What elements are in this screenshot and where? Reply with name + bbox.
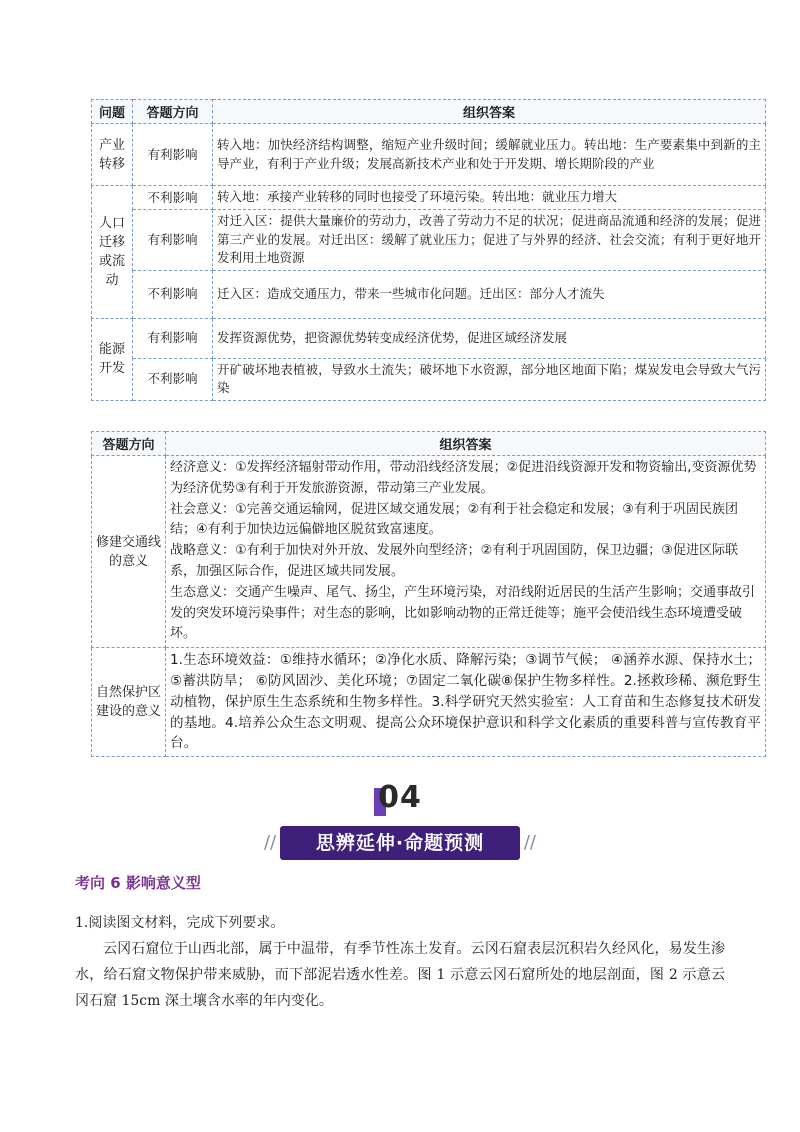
table-row <box>92 210 766 271</box>
direction-cell: 不利影响 <box>133 358 213 400</box>
table-row <box>92 318 766 358</box>
table-row <box>92 186 766 210</box>
table-row <box>92 124 766 186</box>
answer-table-2 <box>91 431 766 757</box>
header-topic: 问题 <box>92 100 133 124</box>
slash-decoration-right: // <box>523 832 536 853</box>
section-heading: 考向 6 影响意义型 <box>75 874 201 892</box>
header-answer: 组织答案 <box>213 100 766 124</box>
direction-cell: 有利影响 <box>133 318 213 358</box>
direction-cell: 不利影响 <box>133 186 213 210</box>
answer-cell: 开矿破坏地表植被，导致水土流失；破坏地下水资源，部分地区地面下陷；煤炭发电会导致大气污染 <box>213 358 766 400</box>
direction-cell: 自然保护区建设的意义 <box>92 648 166 757</box>
topic-cell: 能源开发 <box>92 318 133 400</box>
table-row <box>92 456 766 648</box>
topic-cell: 产业转移 <box>92 124 133 186</box>
topic-cell: 人口迁移或流动 <box>92 186 133 319</box>
answer-paragraph: 生态意义：交通产生噪声、尾气、扬尘，产生环境污染，对沿线附近居民的生活产生影响；交通事故引发的突发环境污染事件；对生态的影响，比如影响动物的正常迁徙等；施平会使沿线生态环境遭受破坏。 <box>170 584 756 642</box>
header-direction: 答题方向 <box>133 100 213 124</box>
answer-cell: 转入地：承接产业转移的同时也接受了环境污染。转出地：就业压力增大 <box>213 186 766 210</box>
material-paragraph: 云冈石窟位于山西北部，属于中温带，有季节性冻土发育。云冈石窟表层沉积岩久经风化，易发生渗水，给石窟文物保护带来威胁，而下部泥岩透水性差。图 1 示意云冈石窟所处的地层剖面，图 2 示意云冈石窟 15cm 深土壤含水率的年内变化。 <box>75 941 725 1009</box>
slash-decoration-left: // <box>264 832 277 853</box>
answer-cell: 发挥资源优势，把资源优势转变成经济优势，促进区域经济发展 <box>213 318 766 358</box>
table-row <box>92 270 766 318</box>
table-row <box>92 648 766 757</box>
direction-cell: 修建交通线的意义 <box>92 456 166 648</box>
header-answer: 组织答案 <box>166 432 766 456</box>
question-prompt: 1.阅读图文材料，完成下列要求。 <box>75 915 285 931</box>
banner-title: 思辨延伸·命题预测 <box>315 832 485 854</box>
banner-number: 04 <box>378 780 422 815</box>
answer-table-1 <box>91 99 766 401</box>
answer-paragraph: 经济意义：①发挥经济辐射带动作用，带动沿线经济发展；②促进沿线资源开发和物资输出,变资源优势为经济优势③有利于开发旅游资源，带动第三产业发展。 <box>170 460 757 496</box>
answer-cell: 对迁入区：提供大量廉价的劳动力，改善了劳动力不足的状况；促进商品流通和经济的发展；促进第三产业的发展。对迁出区：缓解了就业压力；促进了与外界的经济、社会交流；有利于更好地开发利用土地资源 <box>213 210 766 271</box>
section-banner <box>264 780 536 860</box>
direction-cell: 有利影响 <box>133 210 213 271</box>
direction-cell: 有利影响 <box>133 124 213 186</box>
answer-cell <box>166 456 766 648</box>
table-row <box>92 358 766 400</box>
direction-cell: 不利影响 <box>133 270 213 318</box>
answer-cell: 1.生态环境效益：①维持水循环；②净化水质、降解污染；③调节气候； ④涵养水源、保持水土；⑤蓄洪防旱； ⑥防风固沙、美化环境；⑦固定二氧化碳⑧保护生物多样性。2.拯救珍稀、濒危野生动植物，保护原生生态系统和生物多样性。3.科学研究天然实验室：人工育苗和生态修复技术研发的基地。4.培养公众生态文明观、提高公众环境保护意识和科学文化素质的重要科普与宣传教育平台。 <box>166 648 766 757</box>
answer-paragraph: 战略意义：①有利于加快对外开放、发展外向型经济；②有利于巩固国防，保卫边疆；③促进区际联系，加强区际合作，促进区域共同发展。 <box>170 543 738 579</box>
header-direction: 答题方向 <box>92 432 166 456</box>
table-header-row <box>92 100 766 124</box>
answer-paragraph: 社会意义：①完善交通运输网，促进区域交通发展；②有利于社会稳定和发展；③有利于巩固民族团结；④有利于加快边远偏僻地区脱贫致富速度。 <box>170 501 738 538</box>
answer-cell: 转入地：加快经济结构调整，缩短产业升级时间；缓解就业压力。转出地：生产要素集中到新的主导产业，有利于产业升级；发展高新技术产业和处于开发期、增长期阶段的产业 <box>213 124 766 186</box>
answer-cell: 迁入区：造成交通压力，带来一些城市化问题。迁出区：部分人才流失 <box>213 270 766 318</box>
table-header-row <box>92 432 766 456</box>
